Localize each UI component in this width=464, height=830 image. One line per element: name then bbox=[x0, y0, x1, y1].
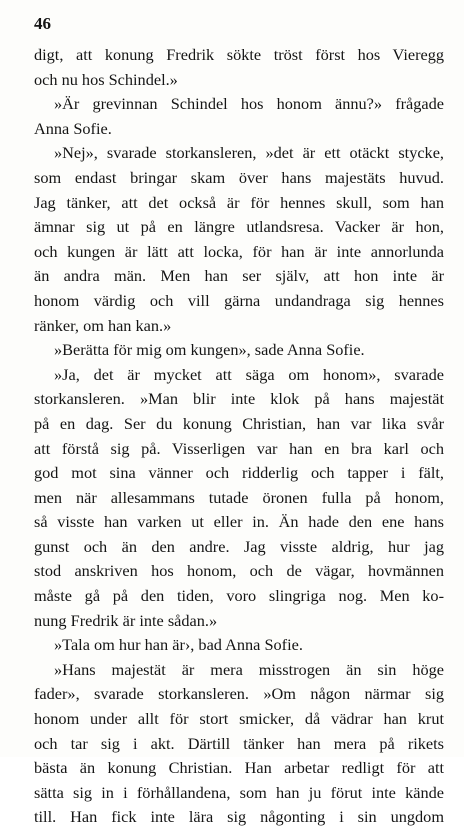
text-line: Anna Sofie. bbox=[34, 118, 112, 138]
text-line: ämnar sig ut på en längre utlandsresa. Vacker är hon, bbox=[34, 217, 444, 237]
text-line: och kungen är lätt att locka, för han är inte annorlunda bbox=[34, 241, 444, 261]
text-line: »Berätta för mig om kungen», sade Anna Sofie. bbox=[54, 340, 365, 360]
text-line: »Ja, det är mycket att säga om honom», svarade bbox=[54, 364, 444, 384]
text-line: sätta sig in i förhållandena, som han ju förut inte kände bbox=[34, 782, 444, 802]
text-line: och nu hos Schindel.» bbox=[34, 69, 178, 89]
text-line: men när allesammans tutade öronen fulla på honom, bbox=[34, 487, 444, 507]
text-line: stod anskriven hos honom, och de vägar, hovmännen bbox=[34, 561, 444, 581]
text-line: »Tala om hur han är›, bad Anna Sofie. bbox=[54, 635, 303, 655]
text-line: »Hans majestät är mera misstrogen än sin höge bbox=[54, 659, 444, 679]
text-line: fader», svarade storkansleren. »Om någon närmar sig bbox=[34, 684, 444, 704]
text-line: till. Han fick inte lära sig någonting i sin ungdom bbox=[34, 807, 444, 827]
text-line: nung Fredrik är inte sådan.» bbox=[34, 610, 218, 630]
text-line: måste gå på den tiden, voro slingriga nog. Men ko- bbox=[34, 586, 444, 606]
text-line: honom värdig och vill gärna undandraga sig hennes bbox=[34, 290, 444, 310]
text-line: »Är grevinnan Schindel hos honom ännu?» frågade bbox=[54, 94, 444, 114]
text-line: som endast bringar skam över hans majestäts huvud. bbox=[34, 167, 444, 187]
text-line: på en dag. Ser du konung Christian, han var lika svår bbox=[34, 413, 444, 433]
text-line: digt, att konung Fredrik sökte tröst först hos Vieregg bbox=[34, 45, 444, 64]
text-line: Jag tänker, att det också är för hennes skull, som han bbox=[34, 192, 444, 212]
text-line: »Nej», svarade storkansleren, »det är ett otäckt stycke, bbox=[54, 143, 444, 163]
text-line: och tar sig i akt. Därtill tänker han mera på rikets bbox=[34, 733, 444, 753]
text-line: storkansleren. »Man blir inte klok på hans majestät bbox=[34, 389, 444, 409]
text-line: att förstå sig på. Visserligen var han en bra karl och bbox=[34, 438, 444, 458]
text-line: så visste han varken ut eller in. Än hade den ene hans bbox=[34, 512, 444, 532]
text-line: ränker, om han kan.» bbox=[34, 315, 172, 335]
text-line: bästa än konung Christian. Han arbetar redligt för att bbox=[34, 758, 444, 778]
text-line: honom under allt för stort smicker, då vädrar han krut bbox=[34, 709, 444, 729]
text-line: än andra män. Men han ser själv, att hon inte är bbox=[34, 266, 444, 286]
page-number: 46 bbox=[34, 14, 51, 33]
text-line: god mot sina vänner och ridderlig och tapper i fält, bbox=[34, 463, 444, 483]
body-text bbox=[34, 43, 444, 830]
text-line: gunst och än den andre. Jag visste aldrig, hur jag bbox=[34, 536, 444, 556]
